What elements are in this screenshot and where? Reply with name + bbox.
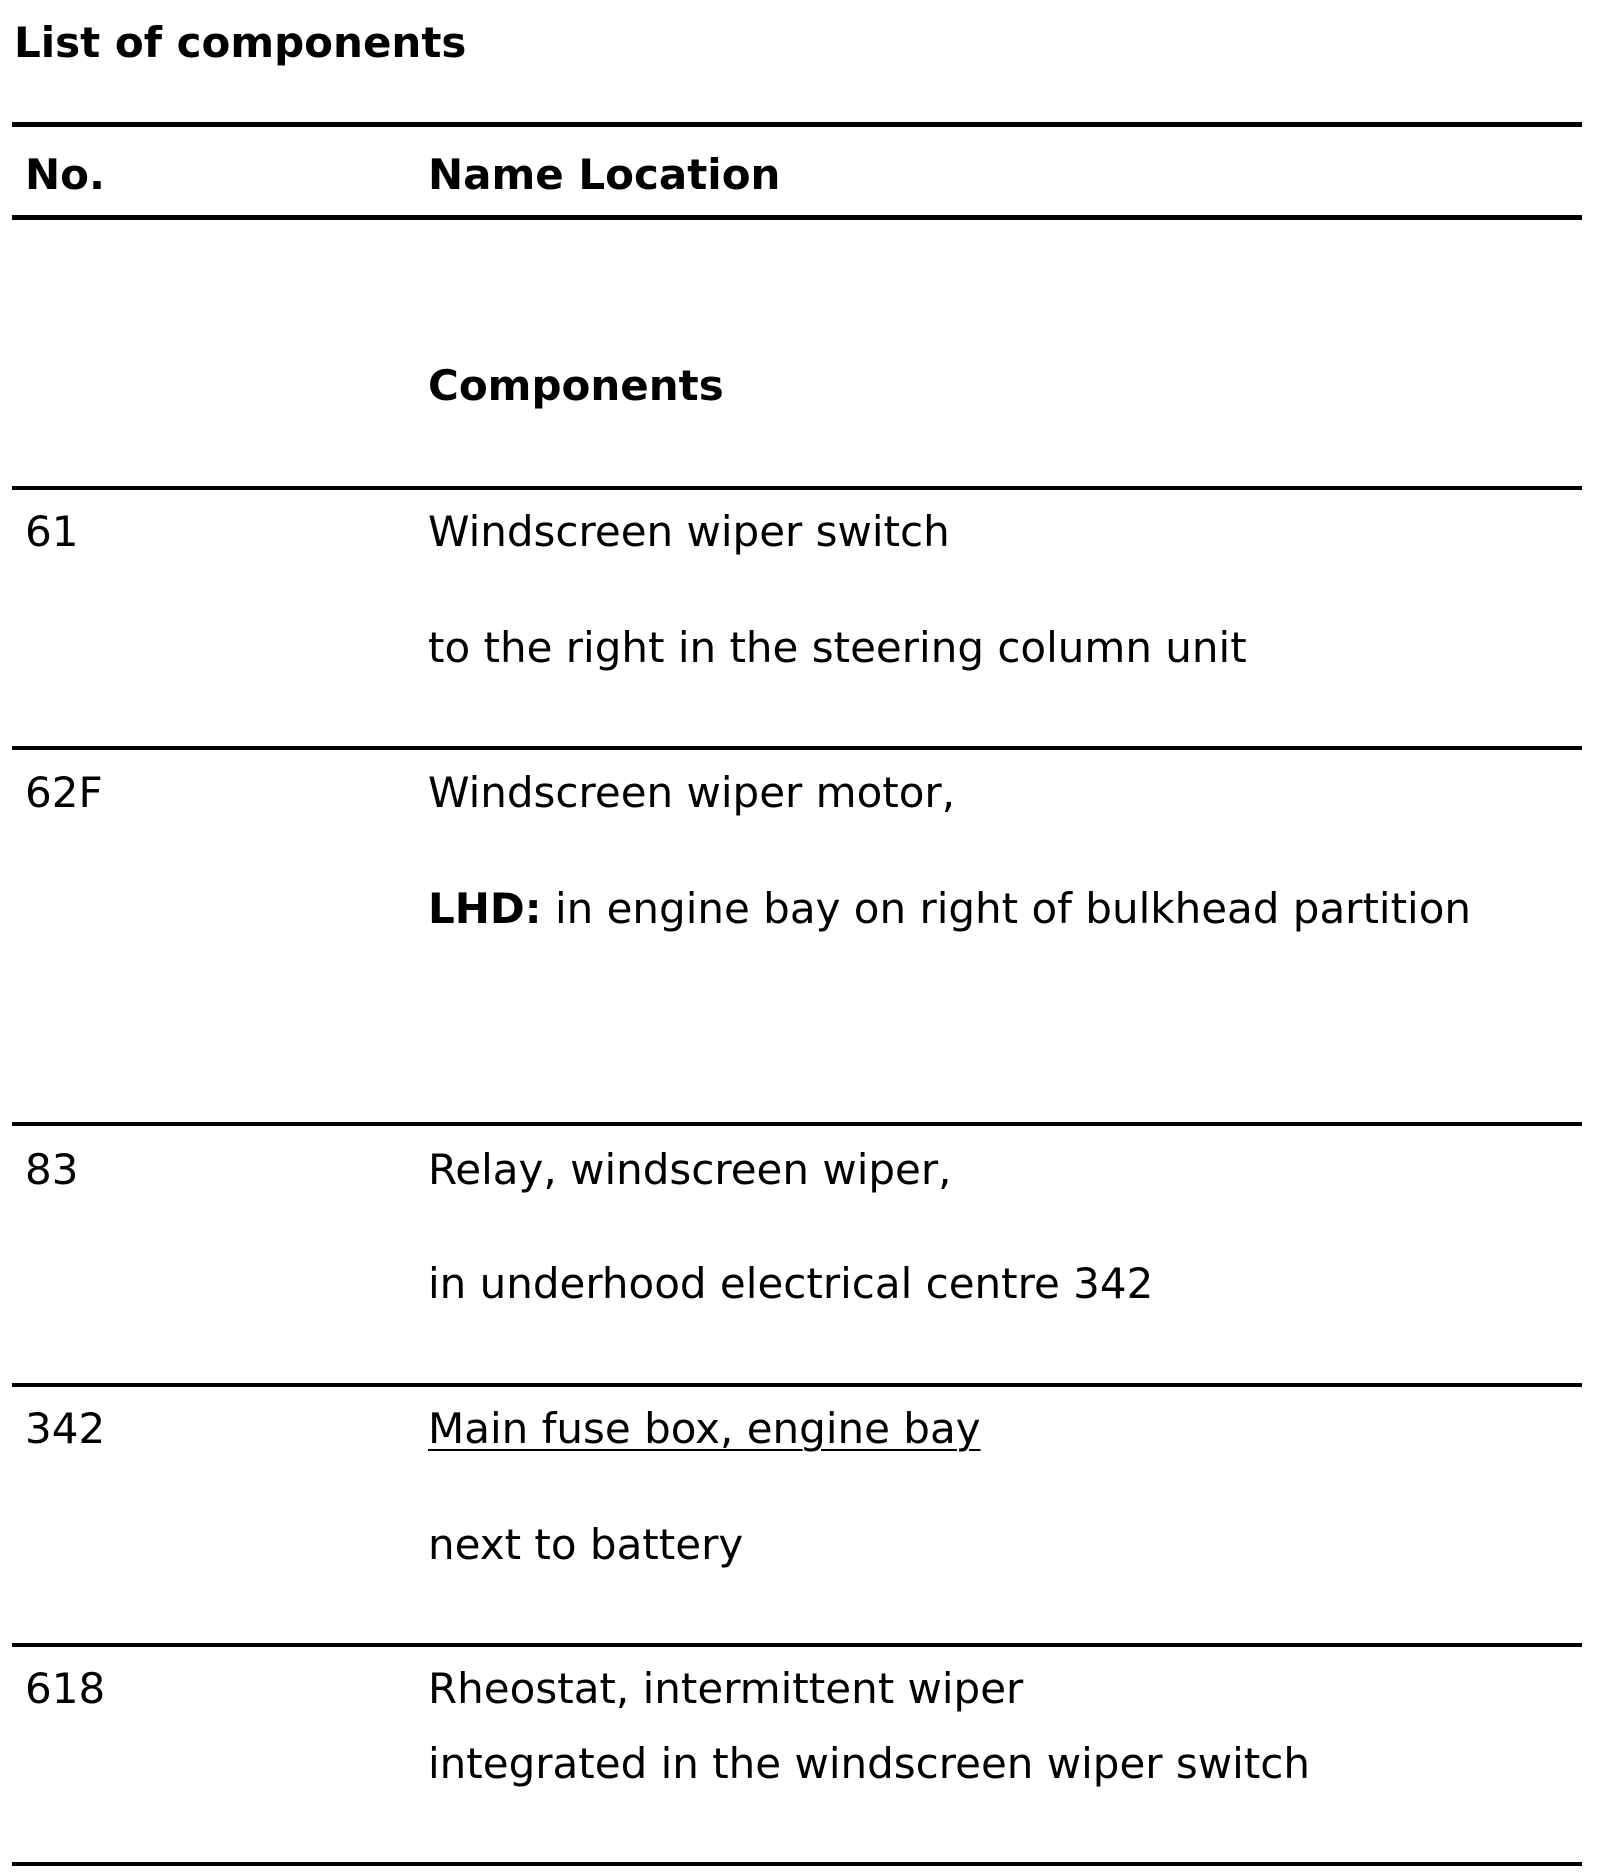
row-no: 62F bbox=[25, 768, 103, 817]
location-text: in engine bay on right of bulkhead partition bbox=[554, 884, 1472, 933]
row-divider bbox=[12, 1383, 1582, 1387]
row-name: Windscreen wiper switch bbox=[428, 507, 950, 556]
row-location: next to battery bbox=[428, 1520, 744, 1569]
row-location: integrated in the windscreen wiper switch bbox=[428, 1739, 1310, 1788]
table-bottom-rule bbox=[12, 1862, 1582, 1866]
row-name: Relay, windscreen wiper, bbox=[428, 1145, 952, 1194]
row-name-link[interactable]: Main fuse box, engine bay bbox=[428, 1404, 981, 1453]
row-name: Windscreen wiper motor, bbox=[428, 768, 956, 817]
row-divider bbox=[12, 1122, 1582, 1126]
row-name: Rheostat, intermittent wiper bbox=[428, 1664, 1024, 1713]
row-no: 83 bbox=[25, 1145, 79, 1194]
row-divider bbox=[12, 486, 1582, 490]
header-no: No. bbox=[25, 150, 105, 199]
row-no: 618 bbox=[25, 1664, 106, 1713]
header-bottom-rule bbox=[12, 215, 1582, 220]
page-title: List of components bbox=[14, 18, 467, 67]
section-heading: Components bbox=[428, 361, 724, 410]
header-name-location: Name Location bbox=[428, 150, 781, 199]
row-no: 61 bbox=[25, 507, 79, 556]
row-divider bbox=[12, 1643, 1582, 1647]
row-location: in underhood electrical centre 342 bbox=[428, 1259, 1154, 1308]
row-location: to the right in the steering column unit bbox=[428, 623, 1247, 672]
row-no: 342 bbox=[25, 1404, 106, 1453]
location-prefix-lhd: LHD: bbox=[428, 884, 542, 933]
row-location bbox=[428, 880, 1471, 938]
row-divider bbox=[12, 746, 1582, 750]
table-top-rule bbox=[12, 122, 1582, 127]
